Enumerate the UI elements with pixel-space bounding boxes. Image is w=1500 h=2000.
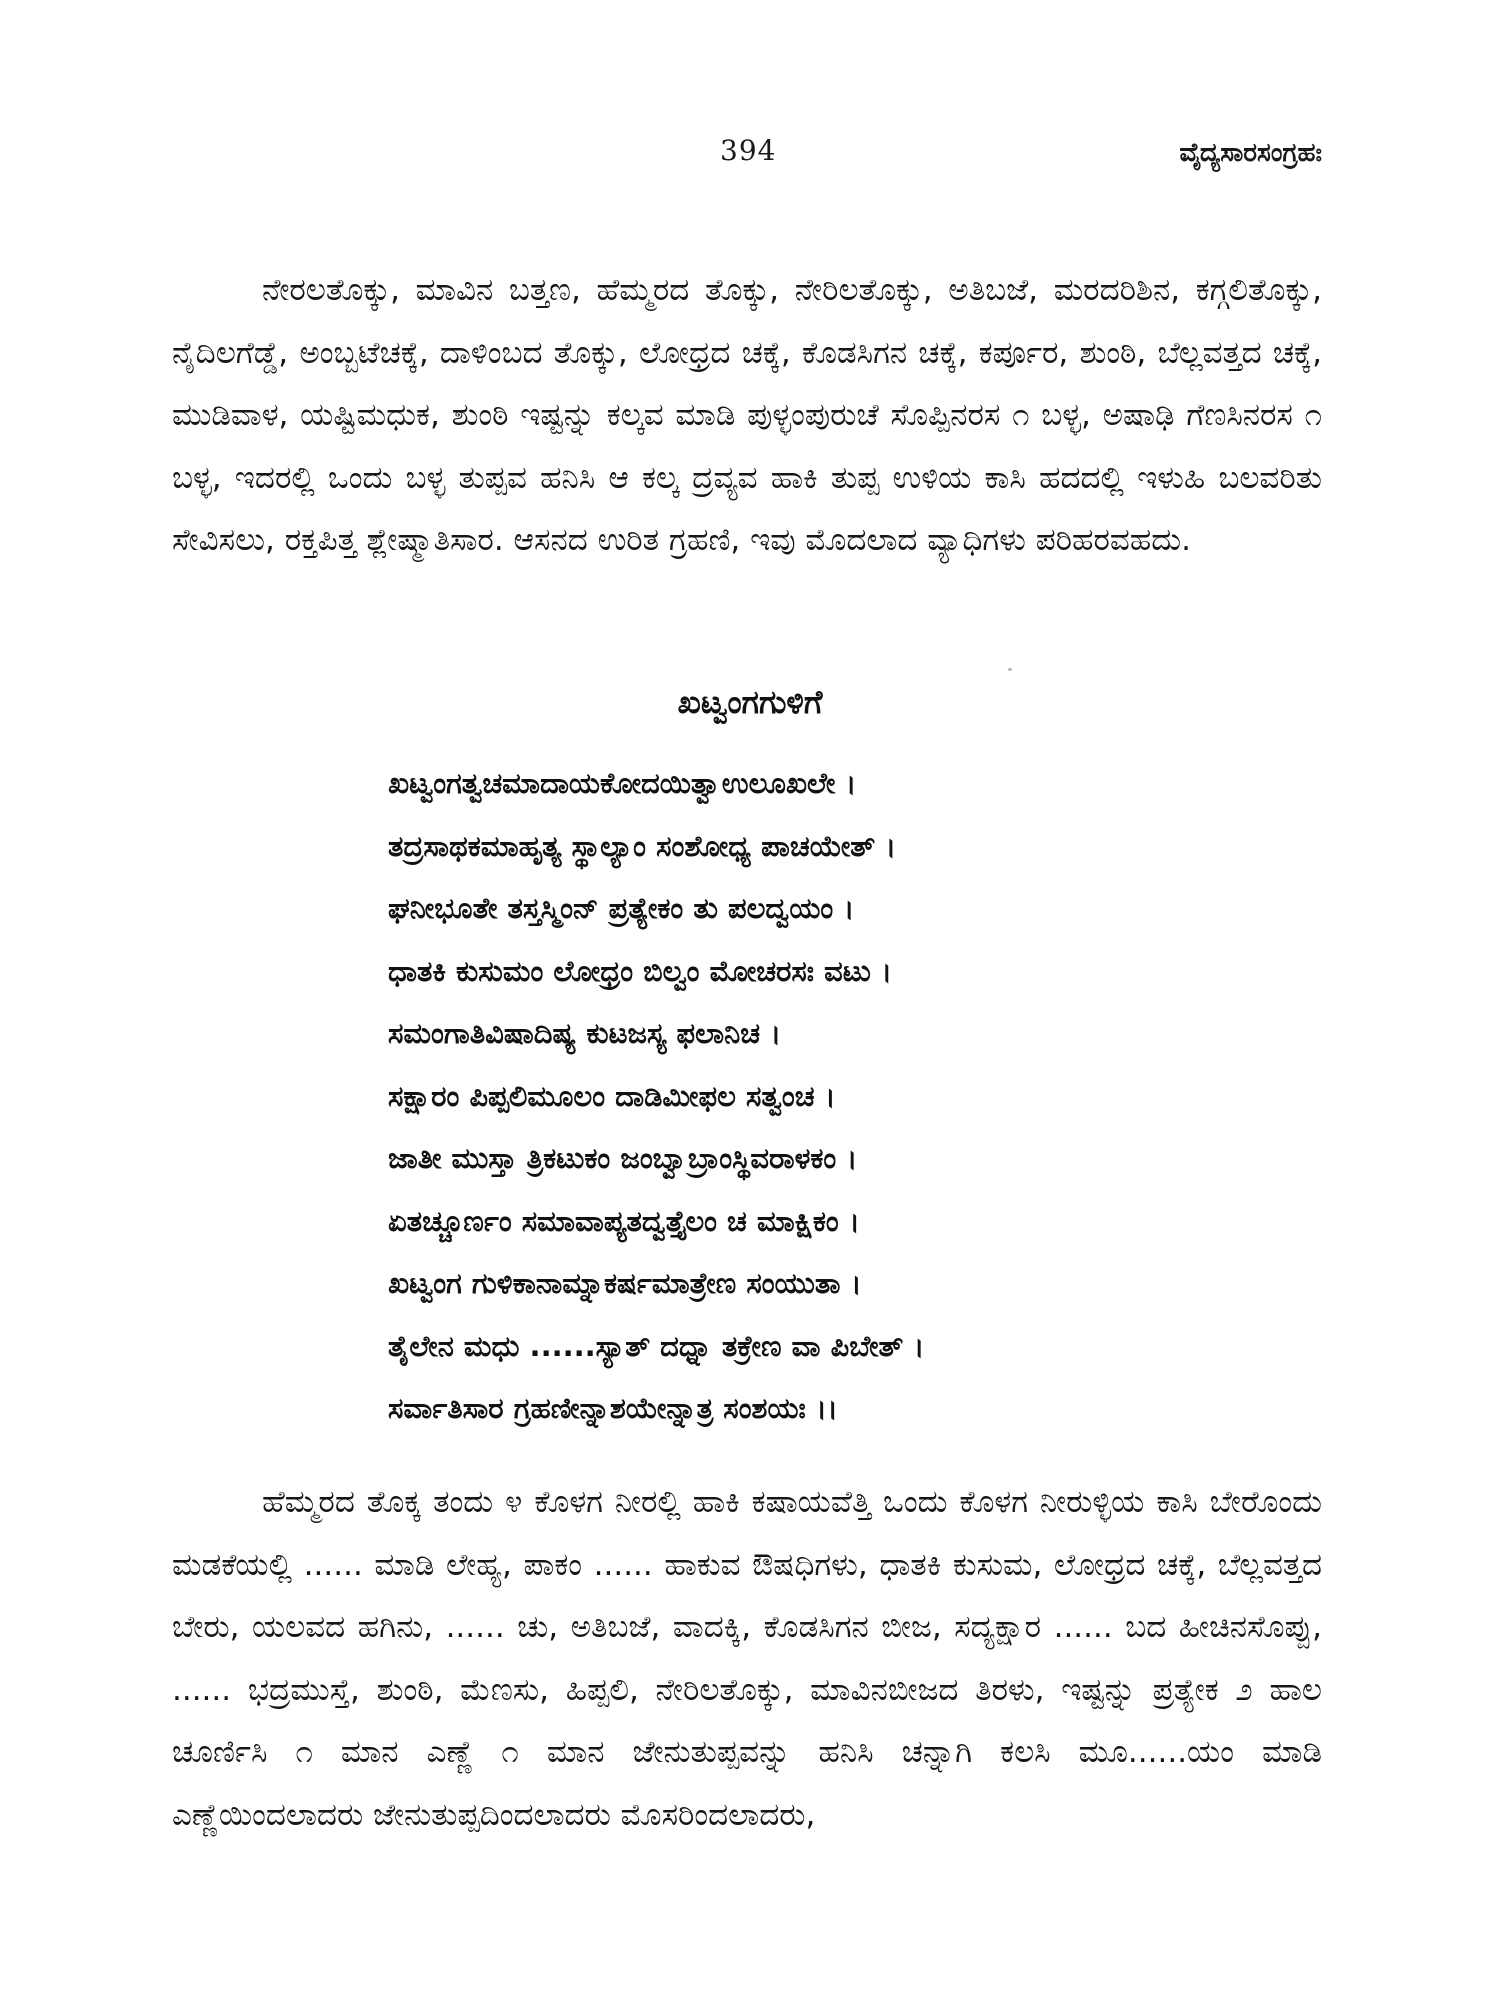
page-number: 394 <box>720 134 777 167</box>
verse-line: ತದ್ರಸಾಥಕಮಾಹೃತ್ಯ ಸ್ಥಾಲ್ಯಾಂ ಸಂಶೋಧ್ಯ ಪಾಚಯೇತ್ । <box>388 828 897 863</box>
verse-line: ಖಟ್ವಂಗತ್ವಚಮಾದಾಯಕೋದಯಿತ್ವಾಉಲೂಖಲೇ । <box>388 766 857 800</box>
body-paragraph-2: ಹೆಮ್ಮರದ ತೊಕ್ಕ ತಂದು ೪ ಕೊಳಗ ನೀರಲ್ಲಿ ಹಾಕಿ ಕಷಾಯವೆತ್ತಿ ಒಂದು ಕೊಳಗ ನೀರುಳ್ಳಿಯ ಕಾಸಿ ಬೇರೊಂದು ಮಡಕೆಯಲ್ಲಿ ...... ಮಾಡಿ ಲೇಹ್ಯ, ಪಾಕಂ ...... ಹಾಕುವ ಔಷಧಿಗಳು, ಧಾತಕಿ ಕುಸುಮ, ಲೋಧ್ರದ ಚಕ್ಕೆ, ಬೆಲ್ಲವತ್ತದ ಬೇರು, ಯಲವದ ಹಗಿನು, ...... ಚು, ಅತಿಬಜೆ, ವಾದಕ್ಕಿ, ಕೊಡಸಿಗನ ಬೀಜ, ಸದ್ಯಕ್ಷಾರ ...... ಬದ ಹೀಚಿನಸೊಪ್ಪು, ...... ಭದ್ರಮುಸ್ತೆ, ಶುಂಠಿ, ಮೆಣಸು, ಹಿಪ್ಪಲಿ, ನೇರಿಲತೊಕ್ಕು, ಮಾವಿನಬೀಜದ ತಿರಳು, ಇಷ್ಟನ್ನು ಪ್ರತ್ಯೇಕ ೨ ಹಾಲ ಚೂರ್ಣಿಸಿ ೧ ಮಾನ ಎಣ್ಣೆ ೧ ಮಾನ ಜೇನುತುಪ್ಪವನ್ನು ಹನಿಸಿ ಚನ್ನಾಗಿ ಕಲಸಿ ಮೂ......ಯಂ ಮಾಡಿ ಎಣ್ಣೆಯಿಂದಲಾದರು ಜೇನುತುಪ್ಪದಿಂದಲಾದರು ಮೊಸರಿಂದಲಾದರು, <box>172 1484 1322 1833</box>
running-title: ವೈದ್ಯಸಾರಸಂಗ್ರಹಃ <box>1179 138 1322 168</box>
verse-line: ಘನೀಭೂತೇ ತಸ್ತಸ್ಮಿಂನ್ ಪ್ರತ್ಯೇಕಂ ತು ಪಲದ್ವಯಂ । <box>388 891 855 925</box>
verse-line: ತೈಲೇನ ಮಧು ......ಸ್ಯಾತ್ ದಧ್ನಾ ತಕ್ರೇಣ ವಾ ಪಿಬೇತ್ । <box>388 1328 925 1363</box>
verse-line: ಸಕ್ಷಾರಂ ಪಿಪ್ಪಲಿಮೂಲಂ ದಾಡಿಮೀಫಲ ಸತ್ವಂಚ । <box>388 1078 836 1113</box>
verse-line: ಜಾತೀ ಮುಸ್ತಾ ತ್ರಿಕಟುಕಂ ಜಂಬ್ವಾಬ್ರಾಂಸ್ಥಿವರಾಳಕಂ । <box>388 1141 858 1175</box>
verse-block <box>388 752 1168 1440</box>
section-heading: ಖಟ್ವಂಗಗುಳಿಗೆ <box>677 683 823 721</box>
verse-line: ಸಮಂಗಾತಿವಿಷಾದಿಷ್ಯ ಕುಟಜಸ್ಯ ಫಲಾನಿಚ । <box>388 1016 782 1050</box>
verse-line: ಖಟ್ವಂಗ ಗುಳಿಕಾನಾಮ್ನಾಕರ್ಷಮಾತ್ರೇಣ ಸಂಯುತಾ । <box>388 1266 862 1300</box>
body-paragraph-1: ನೇರಲತೊಕ್ಕು, ಮಾವಿನ ಬತ್ತಣ, ಹೆಮ್ಮರದ ತೊಕ್ಕು, ನೇರಿಲತೊಕ್ಕು, ಅತಿಬಜೆ, ಮರದರಿಶಿನ, ಕಗ್ಗಲಿತೊಕ್ಕು, ನೈದಿಲಗೆಡ್ಡೆ, ಅಂಬ್ಬಟೆಚಕ್ಕೆ, ದಾಳಿಂಬದ ತೊಕ್ಕು, ಲೋಧ್ರದ ಚಕ್ಕೆ, ಕೊಡಸಿಗನ ಚಕ್ಕೆ, ಕರ್ಪೂರ, ಶುಂಠಿ, ಬೆಲ್ಲವತ್ತದ ಚಕ್ಕೆ, ಮುಡಿವಾಳ, ಯಷ್ಟಿಮಧುಕ, ಶುಂಠಿ ಇಷ್ಟನ್ನು ಕಲ್ಕವ ಮಾಡಿ ಪುಳ್ಳಂಪುರುಚೆ ಸೊಪ್ಪಿನರಸ ೧ ಬಳ್ಳ, ಅಷಾಢಿ ಗೆಣಸಿನರಸ ೧ ಬಳ್ಳ, ಇದರಲ್ಲಿ ಒಂದು ಬಳ್ಳ ತುಪ್ಪವ ಹನಿಸಿ ಆ ಕಲ್ಕ ದ್ರವ್ಯವ ಹಾಕಿ ತುಪ್ಪ ಉಳಿಯ ಕಾಸಿ ಹದದಲ್ಲಿ ಇಳುಹಿ ಬಲವರಿತು ಸೇವಿಸಲು, ರಕ್ತಪಿತ್ತ ಶ್ಲೇಷ್ಮಾತಿಸಾರ. ಆಸನದ ಉರಿತ ಗ್ರಹಣಿ, ಇವು ಮೊದಲಾದ ವ್ಯಾಧಿಗಳು ಪರಿಹರವಹದು. <box>172 272 1322 558</box>
verse-line: ಏತಚ್ಚೂರ್ಣಂ ಸಮಾವಾಪ್ಯತದ್ವತ್ತೈಲಂ ಚ ಮಾಕ್ಷಿಕಂ । <box>388 1203 860 1238</box>
verse-line: ಸರ್ವಾತಿಸಾರ ಗ್ರಹಣೀನ್ನಾಶಯೇನ್ನಾತ್ರ ಸಂಶಯಃ ।। <box>388 1391 838 1425</box>
scan-speck <box>1008 668 1012 671</box>
verse-line: ಧಾತಕಿ ಕುಸುಮಂ ಲೋಧ್ರಂ ಬಿಲ್ವಂ ಮೋಚರಸಃ ವಟು । <box>388 953 892 988</box>
